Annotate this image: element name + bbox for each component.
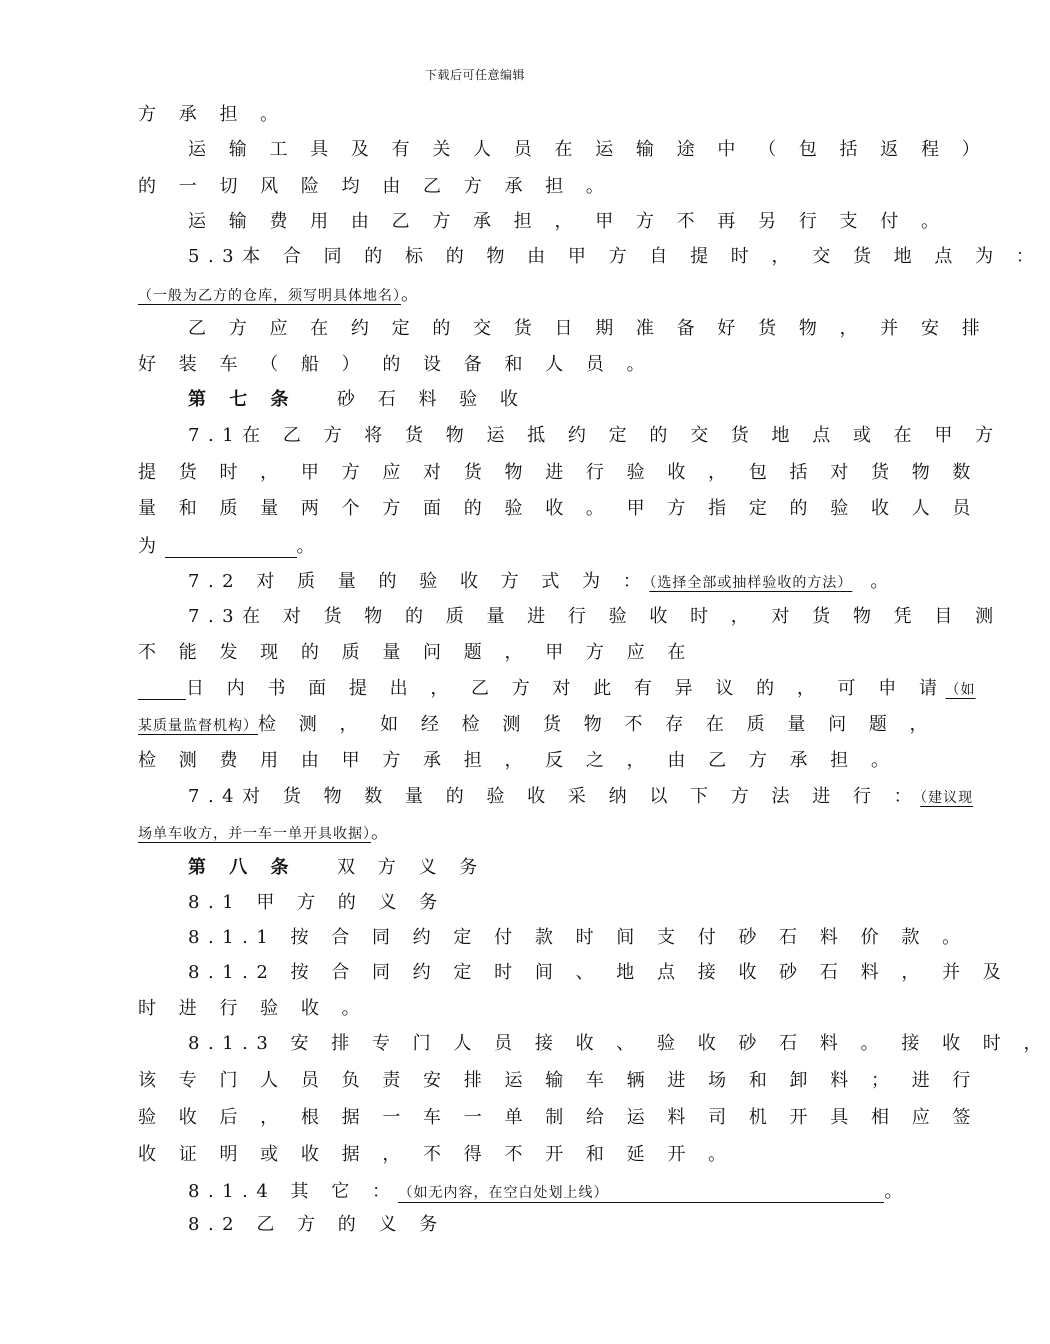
text-line: 该 专 门 人 员 负 责 安 排 运 输 车 辆 进 场 和 卸 料 ； 进 行 [138,1070,979,1091]
text-line: （一般为乙方的仓库，须写明具体地名）。 [138,284,428,305]
text-line: 提 货 时 ， 甲 方 应 对 货 物 进 行 验 收 ， 包 括 对 货 物 数 [138,462,979,483]
text-line: 7.3在 对 货 物 的 质 量 进 行 验 收 时 ， 对 货 物 凭 目 测 [188,606,1002,627]
text-line: 为 。 [138,536,323,557]
text-line: 的 一 切 风 险 均 由 乙 方 承 担 。 [138,176,613,197]
fill-in-note: （如无内容，在空白处划上线） [398,1182,884,1203]
text-line: 检 测 费 用 由 甲 方 承 担 ， 反 之 ， 由 乙 方 承 担 。 [138,750,898,771]
blank-field[interactable] [138,681,186,700]
text-line: 验 收 后 ， 根 据 一 车 一 单 制 给 运 料 司 机 开 具 相 应 签 [138,1107,979,1128]
text-line: 日 内 书 面 提 出 ， 乙 方 对 此 有 异 议 的 ， 可 申 请（如 [138,674,976,700]
text-line: 量 和 质 量 两 个 方 面 的 验 收 。 甲 方 指 定 的 验 收 人 员 [138,498,979,519]
text-line: 8.1.1 按 合 同 约 定 付 款 时 间 支 付 砂 石 料 价 款 。 [188,927,969,948]
fill-in-note: （选择全部或抽样验收的方法） [649,575,853,591]
text-line: 8.1.2 按 合 同 约 定 时 间 、 地 点 接 收 砂 石 料 ， 并 及 [188,962,1010,983]
text-line: 收 证 明 或 收 据 ， 不 得 不 开 和 延 开 。 [138,1144,735,1165]
text-line: 8.1 甲 方 的 义 务 [188,892,446,913]
text-line: 某质量监督机构）检 测 ， 如 经 检 测 货 物 不 存 在 质 量 问 题 ， [138,714,937,735]
text-line: 8.1.4 其 它 ：（如无内容，在空白处划上线） 。 [188,1181,911,1202]
article-heading: 第 八 条 双 方 义 务 [188,857,486,878]
fill-in-note: （建议现 [920,790,974,806]
text-line: 运 输 工 具 及 有 关 人 员 在 运 输 途 中 （ 包 括 返 程 ） [188,139,989,160]
text-line: 方 承 担 。 [138,104,287,125]
fill-in-note: 场单车收方，并一车一单开具收据） [138,826,371,842]
article-heading: 第 七 条 砂 石 料 验 收 [188,389,527,410]
text-line: 运 输 费 用 由 乙 方 承 担 ， 甲 方 不 再 另 行 支 付 。 [188,211,948,232]
text-line: 7.2 对 质 量 的 验 收 方 式 为 ：（选择全部或抽样验收的方法） 。 [188,571,897,592]
fill-in-note: （如 [945,682,976,698]
text-line: 好 装 车 （ 船 ） 的 设 备 和 人 员 。 [138,354,654,375]
text-line: 乙 方 应 在 约 定 的 交 货 日 期 准 备 好 货 物 ， 并 安 排 [188,318,989,339]
text-line: 7.4对 货 物 数 量 的 验 收 采 纳 以 下 方 法 进 行 ：（建议现 [188,786,974,807]
page-header: 下载后可任意编辑 [424,68,525,82]
text-line: 时 进 行 验 收 。 [138,998,369,1019]
text-line: 8.2 乙 方 的 义 务 [188,1214,446,1235]
fill-in-note: 某质量监督机构） [138,718,258,734]
text-line: 7.1在 乙 方 将 货 物 运 抵 约 定 的 交 货 地 点 或 在 甲 方 [188,425,1002,446]
text-line: 场单车收方，并一车一单开具收据）。 [138,822,398,843]
text-line: 5.3本 合 同 的 标 的 物 由 甲 方 自 提 时 ， 交 货 地 点 为 ： [188,246,1043,267]
text-line: 8.1.3 安 排 专 门 人 员 接 收 、 验 收 砂 石 料 。 接 收 时 ， [188,1033,1050,1054]
blank-field[interactable] [165,539,297,558]
fill-in-note: （一般为乙方的仓库，须写明具体地名） [138,288,401,304]
text-line: 不 能 发 现 的 质 量 问 题 ， 甲 方 应 在 [138,642,694,663]
